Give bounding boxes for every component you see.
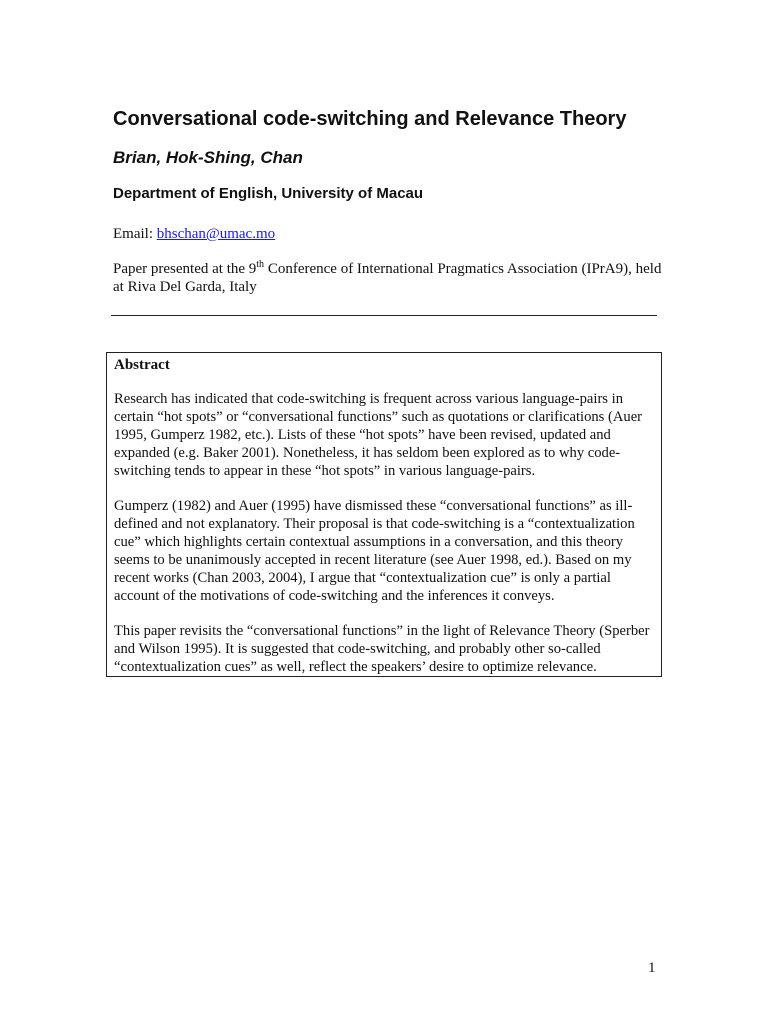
abstract-paragraph-2: Gumperz (1982) and Auer (1995) have dismissed these “conversational functions” as ill-defined and not explanatory. Their proposal is that code-switching is a “contextualization cue” which highlights certain contextual assumptions in a conversation, and this theory seems to be unanimously accepted in recent literature (see Auer 1998, ed.). Based on my recent works (Chan 2003, 2004), I argue that “contextualization cue” is only a partial account of the motivations of code-switching and the inferences it conveys. — [114, 498, 635, 604]
email-link[interactable]: bhschan@umac.mo — [156, 226, 276, 242]
conference-note-superscript: th — [256, 259, 265, 270]
abstract-heading: Abstract — [114, 357, 170, 373]
email-line — [113, 225, 275, 243]
author-name: Brian, Hok-Shing, Chan — [113, 148, 303, 167]
abstract-paragraph-1: Research has indicated that code-switching is frequent across various language-pairs in certain “hot spots” or “conversational functions” such as quotations or clarifications (Auer 1995, Gumperz 1982, etc.). Lists of these “hot spots” have been revised, updated and expanded (e.g. Baker 2001). Nonetheless, it has seldom been explored as to why code-switching tends to appear in these “hot spots” in various language-pairs. — [114, 391, 643, 479]
conference-note-prefix: Paper presented at the 9 — [113, 261, 257, 277]
abstract-paragraph-3: This paper revisits the “conversational functions” in the light of Relevance Theory (Sperber and Wilson 1995). It is suggested that code-switching, and probably other so-called “contextualization cues” as well, reflect the speakers’ desire to optimize relevance. — [114, 623, 650, 675]
author-affiliation: Department of English, University of Macau — [113, 185, 424, 202]
page-number: 1 — [648, 960, 656, 976]
conference-note-suffix: Conference of International Pragmatics Association (IPrA9), held at Riva Del Garda, Italy — [113, 261, 662, 295]
email-label: Email: — [113, 226, 157, 242]
abstract-box — [106, 352, 662, 677]
paper-title: Conversational code-switching and Relevance Theory — [113, 108, 627, 130]
horizontal-rule — [111, 315, 657, 316]
conference-note — [113, 260, 673, 296]
